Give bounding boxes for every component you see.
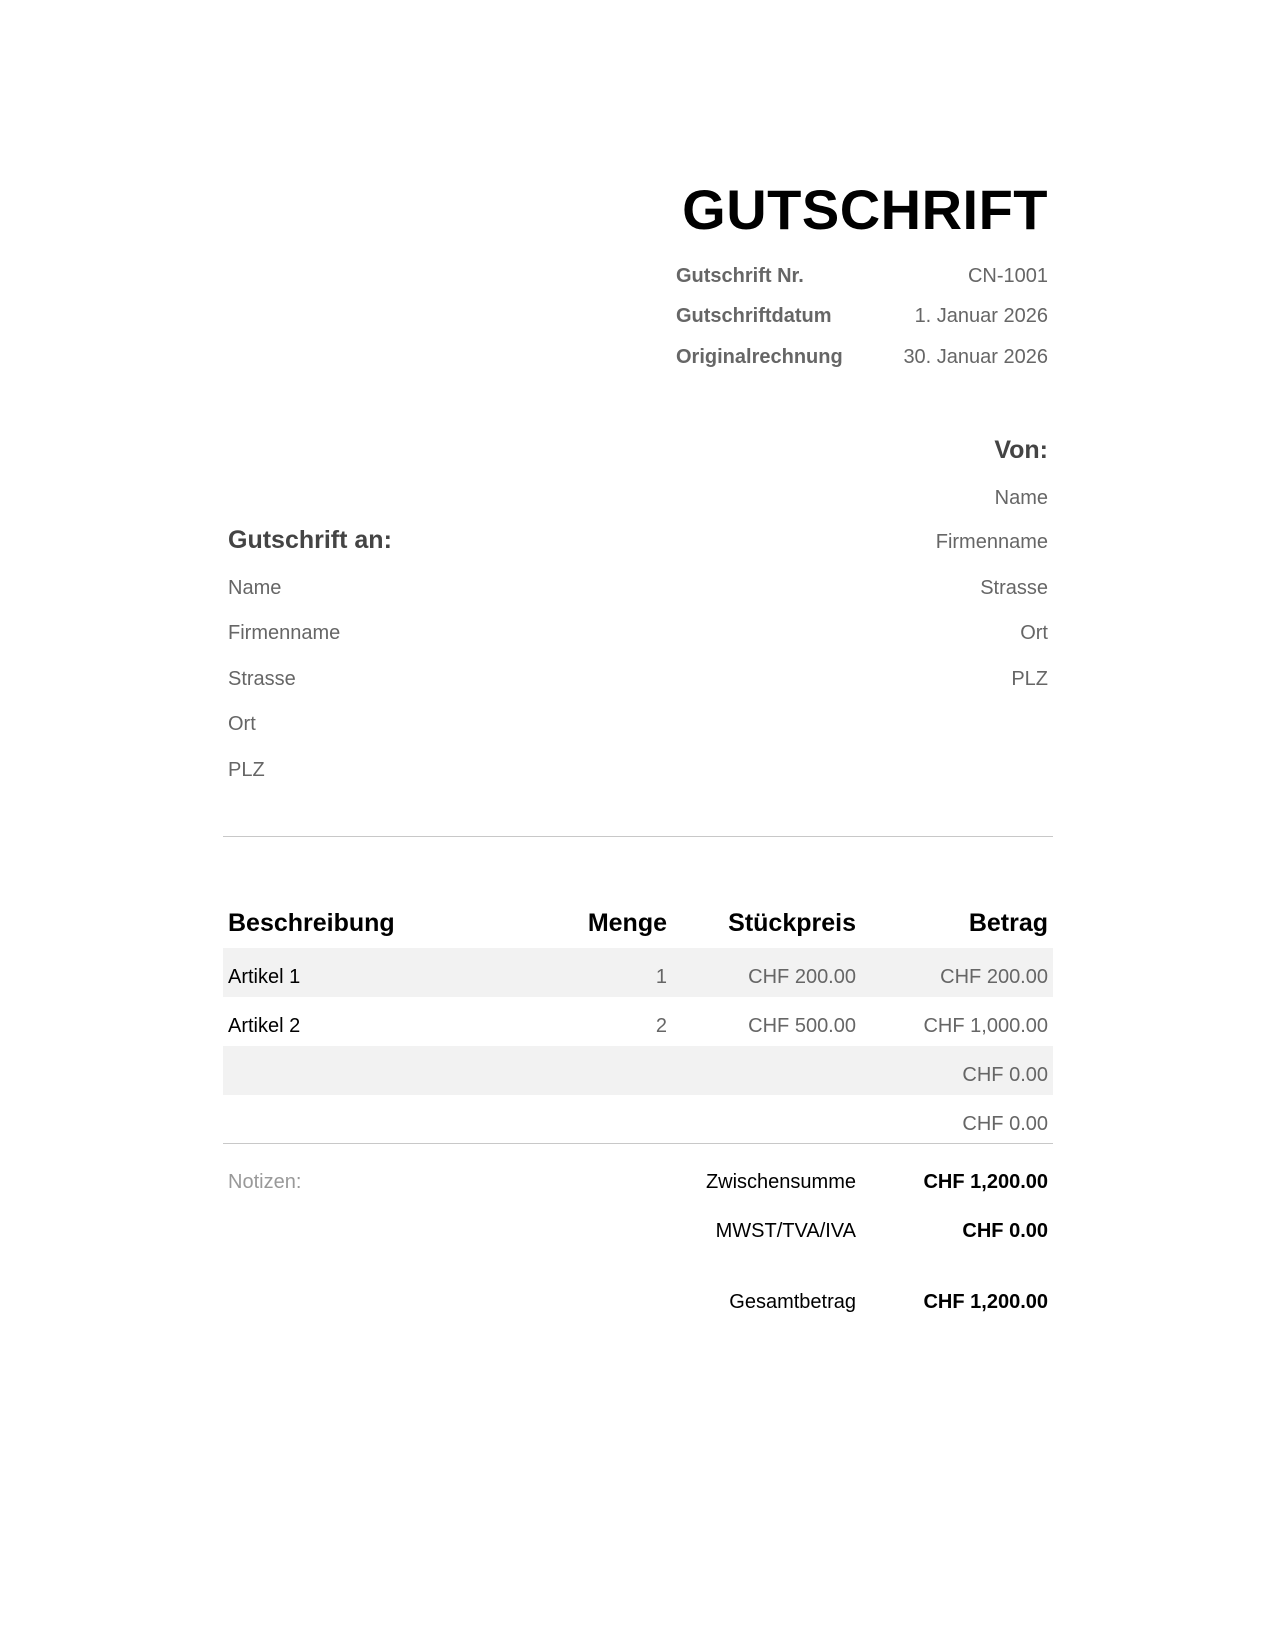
table-cell-unit-price: CHF 500.00	[748, 1015, 856, 1037]
recipient-company: Firmenname	[228, 622, 341, 644]
column-header-description: Beschreibung	[228, 909, 395, 937]
sender-zip: PLZ	[1011, 668, 1048, 690]
tax-value: CHF 0.00	[962, 1220, 1048, 1242]
original-invoice-value: 30. Januar 2026	[903, 346, 1048, 368]
sender-street: Strasse	[980, 577, 1048, 599]
table-cell-amount: CHF 1,000.00	[923, 1015, 1048, 1037]
table-row-shading	[223, 948, 1053, 997]
credit-date-value: 1. Januar 2026	[914, 305, 1048, 327]
table-cell-amount: CHF 0.00	[962, 1064, 1048, 1086]
column-header-unit-price: Stückpreis	[728, 909, 856, 937]
recipient-zip: PLZ	[228, 759, 265, 781]
table-cell-amount: CHF 200.00	[940, 966, 1048, 988]
sender-city: Ort	[1020, 622, 1048, 644]
credit-date-label: Gutschriftdatum	[676, 305, 832, 327]
sender-heading: Von:	[994, 436, 1048, 464]
table-cell-description: Artikel 1	[228, 966, 301, 988]
column-header-quantity: Menge	[587, 909, 667, 937]
table-cell-unit-price: CHF 200.00	[748, 966, 856, 988]
recipient-city: Ort	[228, 713, 256, 735]
sender-name: Name	[994, 487, 1048, 509]
tax-label: MWST/TVA/IVA	[715, 1220, 856, 1242]
table-bottom-border	[223, 1143, 1053, 1144]
table-cell-description: Artikel 2	[228, 1015, 301, 1037]
table-cell-amount: CHF 0.00	[962, 1113, 1048, 1135]
credit-number-label: Gutschrift Nr.	[676, 265, 804, 287]
total-value: CHF 1,200.00	[923, 1291, 1048, 1313]
subtotal-label: Zwischensumme	[705, 1171, 856, 1193]
original-invoice-label: Originalrechnung	[676, 346, 843, 368]
subtotal-value: CHF 1,200.00	[923, 1171, 1048, 1193]
column-header-amount: Betrag	[968, 909, 1048, 937]
recipient-heading: Gutschrift an:	[228, 526, 392, 554]
section-divider	[223, 836, 1053, 837]
total-label: Gesamtbetrag	[729, 1291, 856, 1313]
credit-number-value: CN-1001	[967, 265, 1048, 287]
recipient-street: Strasse	[228, 668, 296, 690]
table-cell-quantity: 2	[655, 1015, 667, 1037]
notes-label: Notizen:	[228, 1171, 302, 1193]
recipient-name: Name	[228, 577, 282, 599]
table-cell-quantity: 1	[655, 966, 667, 988]
sender-company: Firmenname	[935, 531, 1048, 553]
document-title: GUTSCHRIFT	[682, 178, 1048, 241]
table-row-shading	[223, 1046, 1053, 1095]
